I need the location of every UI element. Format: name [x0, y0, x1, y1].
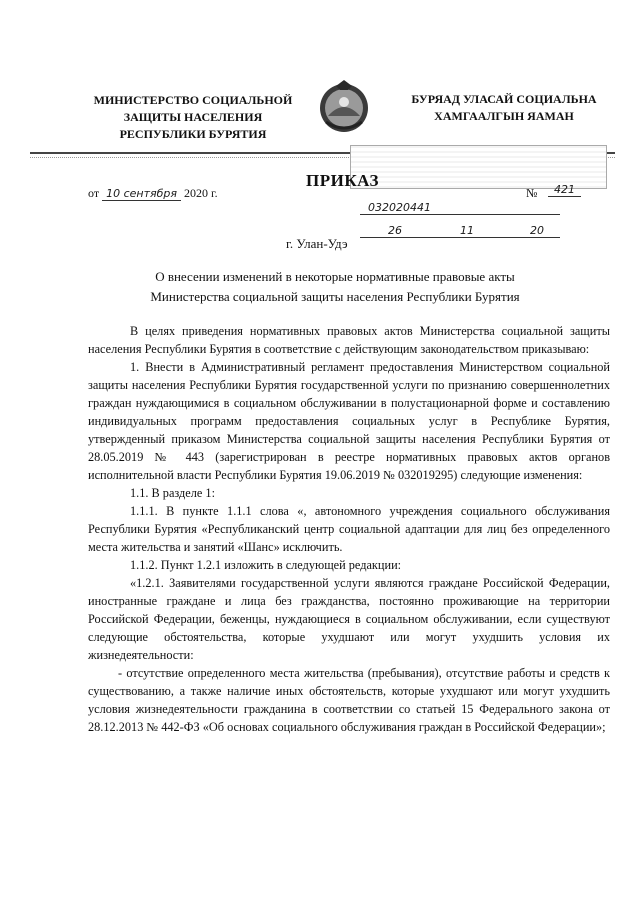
- registration-date-row: [360, 223, 560, 238]
- order-number-handwritten: 421: [548, 183, 581, 197]
- ministry-name-line: РЕСПУБЛИКИ БУРЯТИЯ: [119, 127, 267, 141]
- subject-line: Министерства социальной защиты населения Республики Бурятия: [150, 289, 520, 304]
- ministry-name-line: МИНИСТЕРСТВО СОЦИАЛЬНОЙ: [93, 93, 293, 107]
- date-handwritten: 10 сентября: [102, 187, 181, 201]
- order-title: ПРИКАЗ: [306, 171, 379, 190]
- body-paragraph: 1.1.1. В пункте 1.1.1 слова «, автономного учреждения социального обслуживания Республики Бурятия «Республиканский центр социальной адаптации для лиц без определенного места жительства и занятий «Шанс» исключить.: [88, 504, 610, 554]
- order-number-label: №: [526, 186, 538, 200]
- ministry-name-buryat: [398, 91, 610, 125]
- body-paragraph: 1.1.2. Пункт 1.2.1 изложить в следующей редакции:: [130, 558, 402, 572]
- buryatia-emblem-icon: [314, 76, 374, 136]
- registration-number-row: [360, 200, 560, 215]
- ministry-name-line: ЗАЩИТЫ НАСЕЛЕНИЯ: [123, 110, 263, 124]
- body-paragraph: «1.2.1. Заявителями государственной услуги являются граждане Российской Федерации, иностранные граждане и лица без гражданства, постоянно проживающие на территории Российской Федерации, беженцы, нуждающиеся в социальном обслуживании, если существуют следующие обстоятельства, которые ухудшают или могут ухудшить условия их жизнедеятельности:: [88, 576, 610, 662]
- order-date: [88, 186, 218, 201]
- city: г. Улан-Удэ: [286, 236, 348, 251]
- registration-day: 26: [388, 224, 402, 237]
- date-year: 2020 г.: [184, 186, 218, 200]
- registration-number: 032020441: [368, 201, 431, 214]
- body-paragraph: 1. Внести в Административный регламент предоставления Министерством социальной защиты населения Республики Бурятия государственной услуги по признанию совершеннолетних граждан нуждающимися в социальном обслуживании в полустационарной форме и составлению индивидуальных программ предоставления социальных услуг в Республике Бурятия, утвержденный приказом Министерства социальной защиты населения Республики Бурятия от 28.05.2019 № 443 (зарегистрирован в реестре нормативных правовых актов органов исполнительной власти Республики Бурятия 19.06.2019 № 032019295) следующие изменения:: [88, 360, 610, 482]
- registration-year: 20: [530, 224, 544, 237]
- order-subject: [70, 267, 600, 307]
- ministry-name-russian: [88, 92, 298, 143]
- body-paragraph: 1.1. В разделе 1:: [130, 486, 215, 500]
- body-paragraph: В целях приведения нормативных правовых актов Министерства социальной защиты населения Республики Бурятия в соответствие с действующим законодательством приказываю:: [88, 324, 610, 356]
- date-prefix: от: [88, 186, 100, 200]
- subject-line: О внесении изменений в некоторые нормативные правовые акты: [155, 269, 515, 284]
- body-paragraph: - отсутствие определенного места жительства (пребывания), отсутствие работы и средств к существованию, а также наличие иных обстоятельств, которые ухудшают или могут ухудшить условия жизнедеятельности гражданина в соответствии со статьей 15 Федерального закона от 28.12.2013 № 442-ФЗ «Об основах социального обслуживания граждан в Российской Федерации»;: [88, 666, 610, 734]
- registration-month: 11: [460, 224, 474, 237]
- ministry-name-line: ХАМГААЛГЫН ЯАМАН: [434, 109, 574, 123]
- ministry-name-line: БУРЯАД УЛАСАЙ СОЦИАЛЬНА: [411, 92, 597, 106]
- order-body: [88, 322, 610, 736]
- registration-block: [360, 200, 560, 246]
